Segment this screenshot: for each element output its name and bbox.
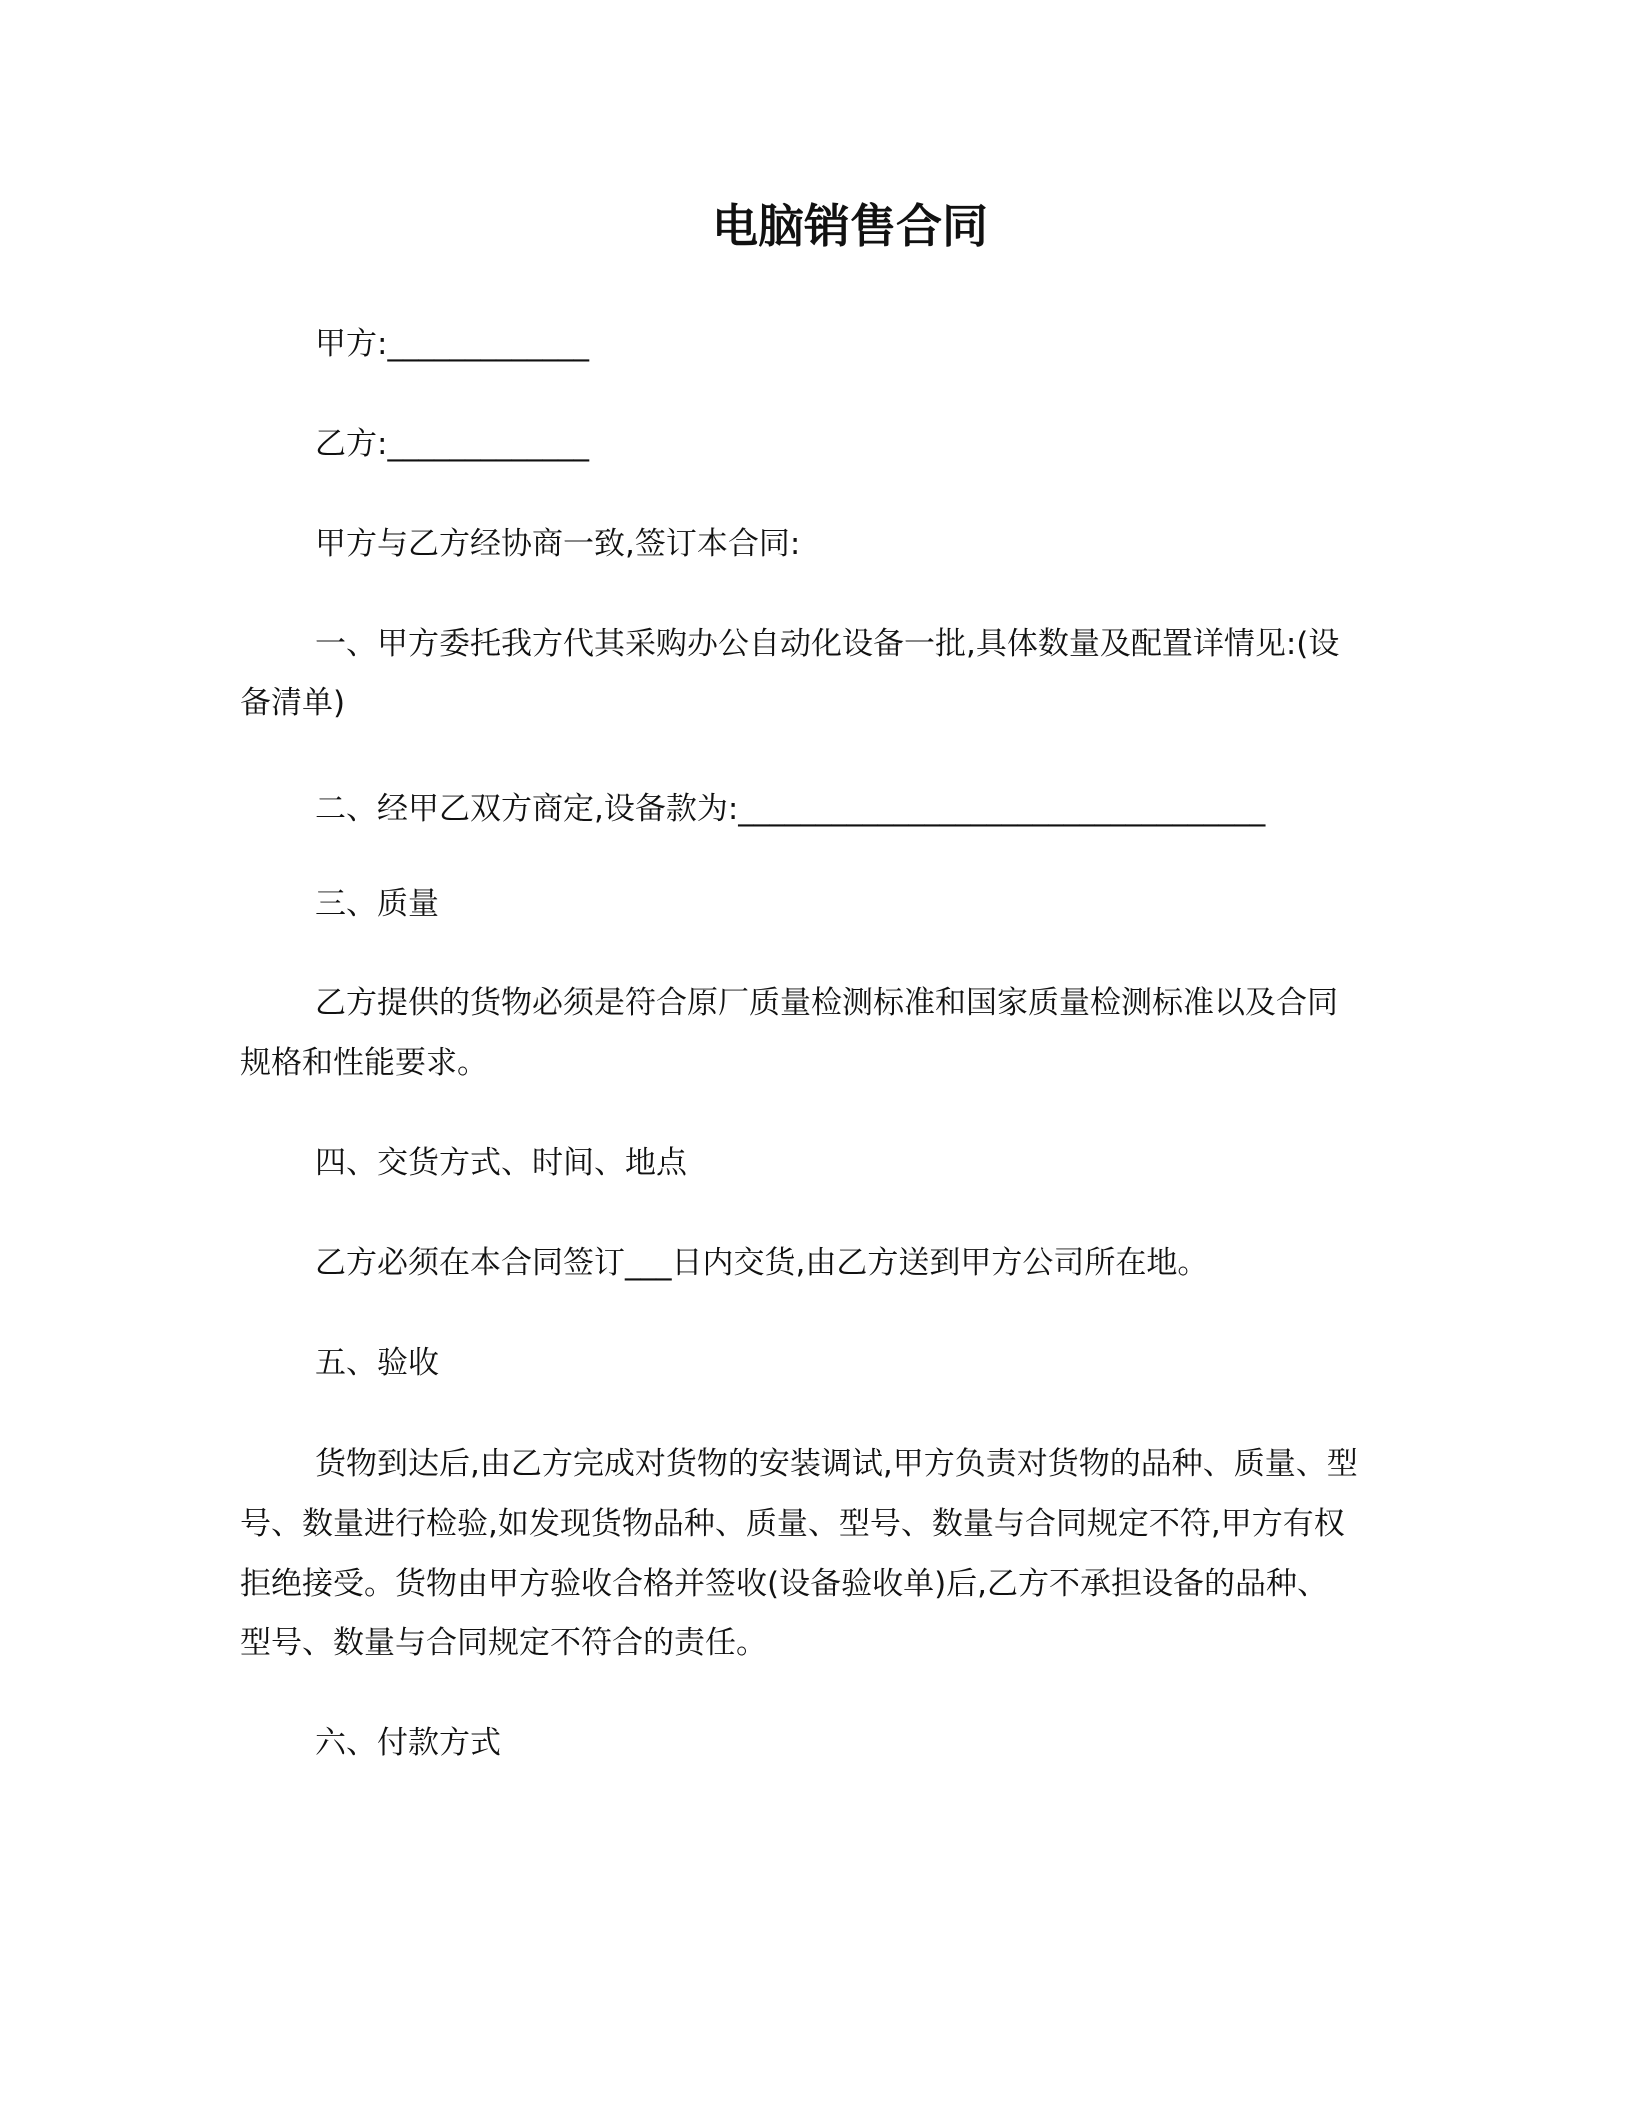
clause-5-line: 拒绝接受。货物由甲方验收合格并签收(设备验收单)后,乙方不承担设备的品种、 [240, 1566, 1329, 1602]
clause-4-body: 乙方必须在本合同签订___日内交货,由乙方送到甲方公司所在地。 [315, 1245, 1209, 1281]
clause-1-line: 备清单) [240, 685, 346, 721]
clause-1-line: 一、甲方委托我方代其采购办公自动化设备一批,具体数量及配置详情见:(设 [315, 626, 1340, 662]
clause-5-line: 型号、数量与合同规定不符合的责任。 [240, 1625, 767, 1661]
clause-5-line: 货物到达后,由乙方完成对货物的安装调试,甲方负责对货物的品种、质量、型 [315, 1446, 1358, 1482]
clause-2: 二、经甲乙双方商定,设备款为:__________________________________ [315, 791, 1266, 827]
clause-5-line: 号、数量进行检验,如发现货物品种、质量、型号、数量与合同规定不符,甲方有权 [240, 1506, 1345, 1542]
clause-3-line: 乙方提供的货物必须是符合原厂质量检测标准和国家质量检测标准以及合同 [315, 985, 1338, 1021]
clause-6-heading: 六、付款方式 [315, 1725, 501, 1761]
document-title: 电脑销售合同 [712, 199, 988, 253]
party-a-field: 甲方:_____________ [315, 326, 589, 362]
clause-5-heading: 五、验收 [315, 1345, 439, 1381]
party-b-field: 乙方:_____________ [315, 426, 589, 462]
clause-3-heading: 三、质量 [315, 886, 439, 922]
clause-4-heading: 四、交货方式、时间、地点 [315, 1145, 687, 1181]
clause-3-line: 规格和性能要求。 [240, 1045, 488, 1081]
intro-text: 甲方与乙方经协商一致,签订本合同: [315, 526, 801, 562]
